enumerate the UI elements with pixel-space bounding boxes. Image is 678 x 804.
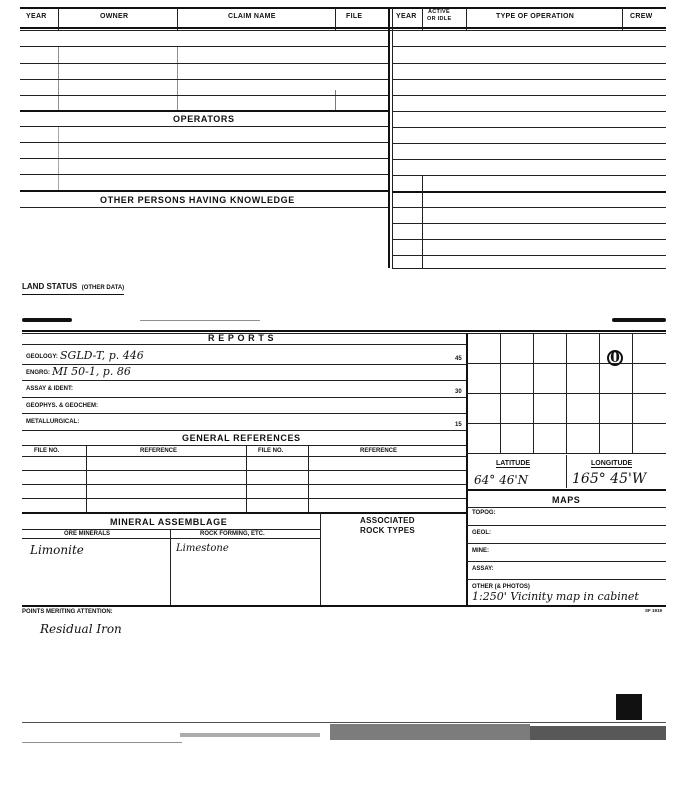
gr-reference: REFERENCE [140,448,178,454]
operators-heading: OPERATORS [173,114,235,124]
points-meriting-label: POINTS MERITING ATTENTION: [22,609,113,615]
maps-geol: GEOL: [472,530,491,536]
geology-value: SGLD-T, p. 446 [60,349,144,362]
other-persons-heading: OTHER PERSONS HAVING KNOWLEDGE [100,195,295,205]
geology-label: GEOLOGY: [26,354,58,360]
col-crew: CREW [630,13,653,20]
rock-forming-header: ROCK FORMING, ETC. [200,531,265,537]
longitude-label: LONGITUDE [591,460,633,467]
grid-location-mark: 0 [607,350,623,366]
longitude-value: 165° 45'W [572,471,647,487]
maps-heading: MAPS [552,495,581,505]
engrg-value: MI 50-1, p. 86 [52,365,131,378]
col-idle: OR IDLE [427,16,452,22]
gr-reference-2: REFERENCE [360,448,398,454]
maps-other-value: 1:250' Vicinity map in cabinet [472,590,639,603]
metallurgical-label: METALLURGICAL: [26,419,80,425]
engrg-label: ENGRG: [26,370,50,376]
gr-file-no: FILE NO. [34,448,60,454]
col-year-2: YEAR [396,13,417,20]
maps-topog: TOPOG: [472,510,496,516]
scale-30: 30 [455,389,462,395]
geophys-label: GEOPHYS. & GEOCHEM: [26,403,99,409]
col-owner: OWNER [100,13,129,20]
form-number: SF 1919 [645,608,663,613]
latitude-label: LATITUDE [496,460,531,467]
col-file: FILE [346,13,363,20]
mineral-assemblage-heading: MINERAL ASSEMBLAGE [110,517,228,527]
scale-15: 15 [455,422,462,428]
col-active: ACTIVE [428,9,450,15]
reports-heading: R E P O R T S [208,333,275,343]
maps-other: OTHER (& PHOTOS) [472,584,530,590]
maps-assay: ASSAY: [472,566,494,572]
points-meriting-value: Residual Iron [40,622,122,636]
col-year: YEAR [26,13,47,20]
ore-mineral-value: Limonite [30,543,84,557]
latitude-value: 64° 46'N [474,473,529,487]
land-status-heading: LAND STATUS (OTHER DATA) [22,276,124,295]
col-claim-name: CLAIM NAME [228,13,276,20]
col-type-of-operation: TYPE OF OPERATION [496,13,575,20]
rock-forming-value: Limestone [176,543,229,554]
scale-45: 45 [455,356,462,362]
assay-ident-label: ASSAY & IDENT: [26,386,74,392]
associated-heading: ASSOCIATED [360,516,415,525]
rock-types-heading: ROCK TYPES [360,526,416,535]
ore-minerals-header: ORE MINERALS [64,531,111,537]
general-references-heading: GENERAL REFERENCES [182,433,301,443]
maps-mine: MINE: [472,548,489,554]
gr-file-no-2: FILE NO. [258,448,284,454]
